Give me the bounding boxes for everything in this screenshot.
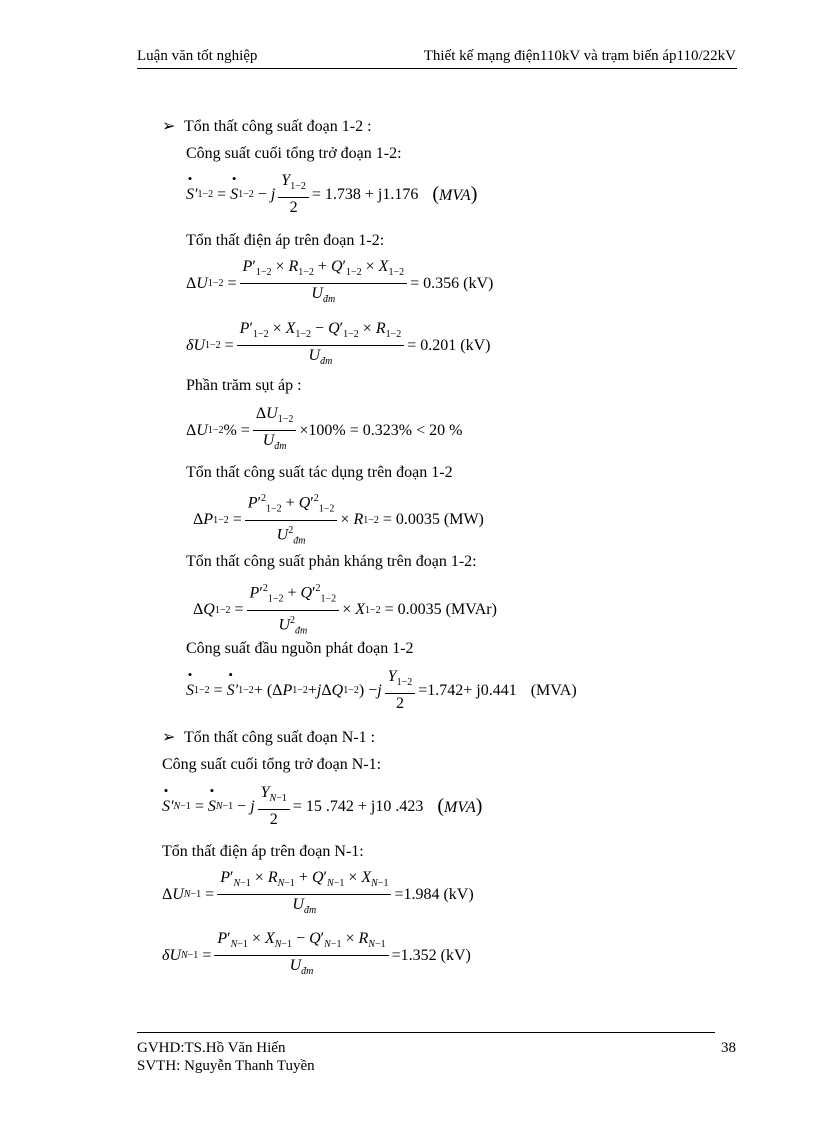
paragraph-ton-that-tac-dung-1-2: Tổn thất công suất tác dụng trên đoạn 1-2 (186, 464, 453, 481)
arrow-bullet-icon: ➢ (162, 118, 176, 135)
running-header-right: Thiết kế mạng điện110kV và trạm biến áp110/22kV (423, 48, 736, 64)
footer-student: SVTH: Nguyễn Thanh Tuyền (137, 1058, 315, 1074)
section-heading-1-2: ➢ Tổn thất công suất đoạn 1-2 : (162, 118, 372, 135)
paragraph-cong-suat-cuoi-n-1: Công suất cuối tổng trở đoạn N-1: (162, 756, 382, 773)
paragraph-cong-suat-cuoi-1-2: Công suất cuối tổng trở đoạn 1-2: (186, 145, 402, 162)
equation-delta-p-1-2: Δ P 1−2 = $\frac{P'^2_{1-2} + Q'^2_{1-2}}{U^2_{đm}}$ × R 1−2 = 0.0035 (MW) (193, 490, 484, 550)
running-header-left: Luận văn tốt nghiệp (137, 48, 258, 64)
equation-delta-u-transverse-1-2: δU 1−2 = $\frac{P'_{1-2} \times X_{1-2} - Q'_{1-2} \times R_{1-2}}{U_{đm}}$ = 0.201 (kV) (186, 320, 491, 368)
equation-delta-u-percent-1-2: Δ U 1−2 % = $\frac{\Delta U_{1-2}}{U_{đm}}$ ×100% = 0.323% < 20 % (186, 405, 463, 453)
paragraph-ton-that-phan-khang-1-2: Tổn thất công suất phản kháng trên đoạn 1-2: (186, 553, 477, 570)
paragraph-cong-suat-dau-nguon-1-2: Công suất đầu nguồn phát đoạn 1-2 (186, 640, 414, 657)
footer-rule (137, 1032, 715, 1033)
equation-delta-u-1-2: Δ U 1−2 = $\frac{P'_{1-2} \times R_{1-2} + Q'_{1-2} \times X_{1-2}}{U_{đm}}$ = 0.356 (kV) (186, 258, 494, 306)
paragraph-ton-that-dien-ap-1-2: Tổn thất điện áp trên đoạn 1-2: (186, 232, 385, 249)
equation-delta-u-n-1: Δ U N−1 = $\frac{P'_{N-1} \times R_{N-1} + Q'_{N-1} \times X_{N-1}}{U_{đm}}$ =1.984 (kV) (162, 869, 474, 917)
equation-delta-q-1-2: Δ Q 1−2 = $\frac{P'^2_{1-2} + Q'^2_{1-2}}{U^2_{đm}}$ × X 1−2 = 0.0035 (MVAr) (193, 580, 497, 640)
paragraph-phan-tram-sut-ap: Phần trăm sụt áp : (186, 377, 302, 394)
equation-s-prime-1-2: • S ′ 1−2 = • S 1−2 − j $\frac{Y_{1-2}}{2}$ = 1.738 + j1.176 (MVA) (186, 172, 477, 217)
paragraph-ton-that-dien-ap-n-1: Tổn thất điện áp trên đoạn N-1: (162, 843, 364, 860)
header-rule (137, 68, 737, 69)
arrow-bullet-icon: ➢ (162, 729, 176, 746)
section-heading-n-1: ➢ Tổn thất công suất đoạn N-1 : (162, 729, 376, 746)
equation-s-prime-n-1: • S ′ N−1 = • S N−1 − j $\frac{Y_{N-1}}{2}$ = 15 .742 + j10 .423 (MVA) (162, 784, 482, 829)
page-number: 38 (721, 1040, 736, 1056)
equation-delta-u-transverse-n-1: δU N−1 = $\frac{P'_{N-1} \times X_{N-1} - Q'_{N-1} \times R_{N-1}}{U_{đm}}$ =1.352 (kV) (162, 930, 471, 978)
equation-s-1-2-source: • S 1−2 = • S ′ 1−2 + (Δ P 1−2 + j Δ Q 1−2 ) − j $\frac{Y_{1-2}}{2}$ =1.742+ j0.441 (MVA) (186, 668, 577, 713)
footer-advisor: GVHD:TS.Hồ Văn Hiến (137, 1040, 286, 1056)
